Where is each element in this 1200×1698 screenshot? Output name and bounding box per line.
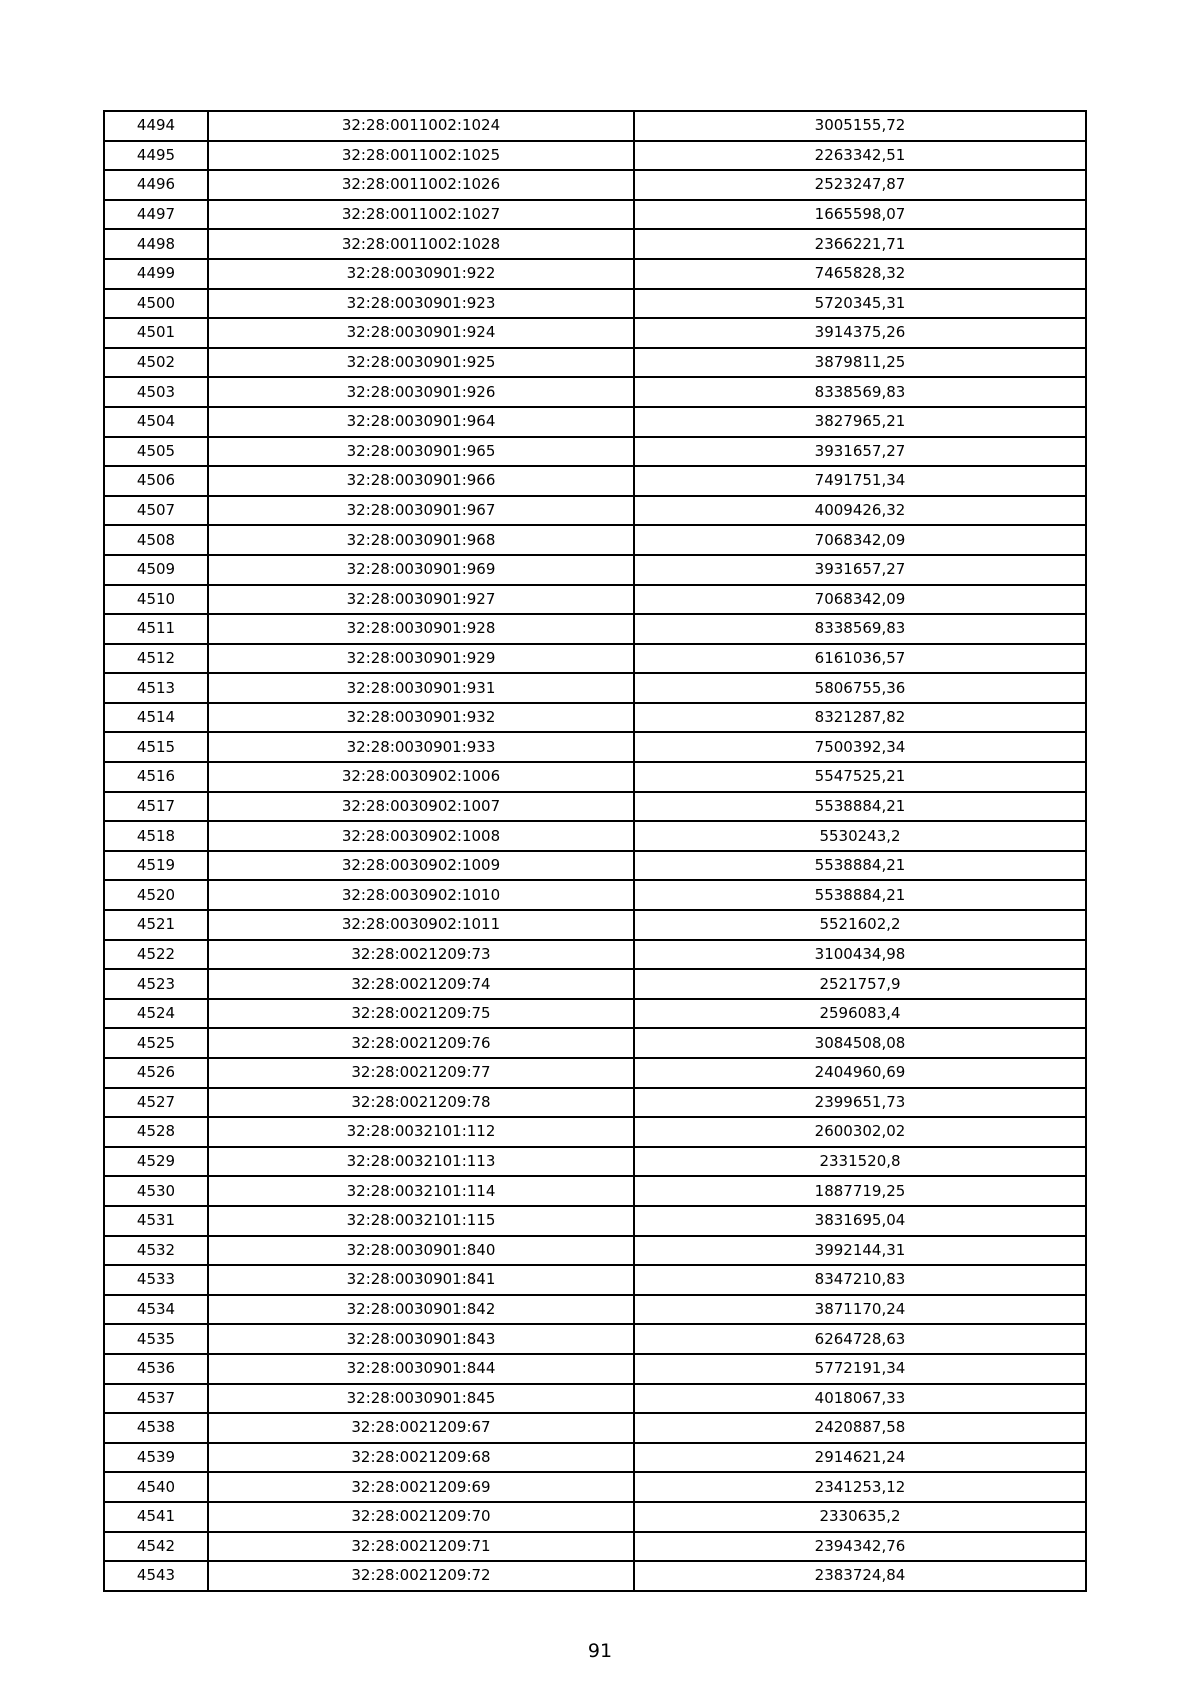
cadastral-number-cell: 32:28:0030902:1010 xyxy=(208,880,634,910)
table-row xyxy=(104,1088,1086,1118)
row-number-cell: 4529 xyxy=(104,1147,208,1177)
cadastral-number-cell: 32:28:0030901:931 xyxy=(208,673,634,703)
row-number-cell: 4513 xyxy=(104,673,208,703)
cadastral-number-cell: 32:28:0030902:1007 xyxy=(208,792,634,822)
value-cell: 3871170,24 xyxy=(634,1295,1086,1325)
row-number-cell: 4505 xyxy=(104,437,208,467)
cadastral-number-cell: 32:28:0021209:74 xyxy=(208,969,634,999)
table-row xyxy=(104,1384,1086,1414)
value-cell: 3084508,08 xyxy=(634,1028,1086,1058)
row-number-cell: 4516 xyxy=(104,762,208,792)
value-cell: 8338569,83 xyxy=(634,377,1086,407)
value-cell: 4009426,32 xyxy=(634,496,1086,526)
row-number-cell: 4503 xyxy=(104,377,208,407)
row-number-cell: 4495 xyxy=(104,141,208,171)
value-cell: 2600302,02 xyxy=(634,1117,1086,1147)
value-cell: 5521602,2 xyxy=(634,910,1086,940)
row-number-cell: 4533 xyxy=(104,1265,208,1295)
table-row xyxy=(104,703,1086,733)
cadastral-number-cell: 32:28:0030901:966 xyxy=(208,466,634,496)
row-number-cell: 4543 xyxy=(104,1561,208,1591)
row-number-cell: 4500 xyxy=(104,289,208,319)
table-row xyxy=(104,437,1086,467)
value-cell: 5530243,2 xyxy=(634,821,1086,851)
row-number-cell: 4497 xyxy=(104,200,208,230)
row-number-cell: 4506 xyxy=(104,466,208,496)
value-cell: 4018067,33 xyxy=(634,1384,1086,1414)
value-cell: 8321287,82 xyxy=(634,703,1086,733)
value-cell: 7491751,34 xyxy=(634,466,1086,496)
table-row xyxy=(104,1502,1086,1532)
table-row xyxy=(104,170,1086,200)
value-cell: 2399651,73 xyxy=(634,1088,1086,1118)
row-number-cell: 4534 xyxy=(104,1295,208,1325)
row-number-cell: 4518 xyxy=(104,821,208,851)
value-cell: 2330635,2 xyxy=(634,1502,1086,1532)
cadastral-number-cell: 32:28:0030901:843 xyxy=(208,1324,634,1354)
table-row xyxy=(104,614,1086,644)
row-number-cell: 4499 xyxy=(104,259,208,289)
value-cell: 6161036,57 xyxy=(634,644,1086,674)
table-row xyxy=(104,318,1086,348)
table-row xyxy=(104,1295,1086,1325)
table-row xyxy=(104,969,1086,999)
cadastral-number-cell: 32:28:0030901:928 xyxy=(208,614,634,644)
table-row xyxy=(104,496,1086,526)
table-row xyxy=(104,585,1086,615)
row-number-cell: 4537 xyxy=(104,1384,208,1414)
cadastral-number-cell: 32:28:0021209:68 xyxy=(208,1443,634,1473)
cadastral-number-cell: 32:28:0030901:964 xyxy=(208,407,634,437)
cadastral-number-cell: 32:28:0030901:922 xyxy=(208,259,634,289)
value-cell: 2341253,12 xyxy=(634,1472,1086,1502)
value-cell: 7500392,34 xyxy=(634,732,1086,762)
row-number-cell: 4536 xyxy=(104,1354,208,1384)
row-number-cell: 4530 xyxy=(104,1176,208,1206)
value-cell: 8338569,83 xyxy=(634,614,1086,644)
row-number-cell: 4521 xyxy=(104,910,208,940)
value-cell: 5538884,21 xyxy=(634,851,1086,881)
value-cell: 3005155,72 xyxy=(634,111,1086,141)
value-cell: 5720345,31 xyxy=(634,289,1086,319)
row-number-cell: 4538 xyxy=(104,1413,208,1443)
row-number-cell: 4520 xyxy=(104,880,208,910)
table-row xyxy=(104,910,1086,940)
row-number-cell: 4509 xyxy=(104,555,208,585)
table-row xyxy=(104,1028,1086,1058)
value-cell: 2404960,69 xyxy=(634,1058,1086,1088)
row-number-cell: 4539 xyxy=(104,1443,208,1473)
table-row xyxy=(104,644,1086,674)
row-number-cell: 4494 xyxy=(104,111,208,141)
cadastral-number-cell: 32:28:0030901:926 xyxy=(208,377,634,407)
cadastral-number-cell: 32:28:0021209:77 xyxy=(208,1058,634,1088)
row-number-cell: 4526 xyxy=(104,1058,208,1088)
cadastral-number-cell: 32:28:0032101:112 xyxy=(208,1117,634,1147)
table-row xyxy=(104,880,1086,910)
cadastral-number-cell: 32:28:0021209:73 xyxy=(208,940,634,970)
value-cell: 3100434,98 xyxy=(634,940,1086,970)
cadastral-number-cell: 32:28:0032101:114 xyxy=(208,1176,634,1206)
table-row xyxy=(104,999,1086,1029)
row-number-cell: 4524 xyxy=(104,999,208,1029)
table-row xyxy=(104,1472,1086,1502)
table-row xyxy=(104,1532,1086,1562)
table-row xyxy=(104,762,1086,792)
table-row xyxy=(104,1176,1086,1206)
table-row xyxy=(104,1324,1086,1354)
row-number-cell: 4501 xyxy=(104,318,208,348)
value-cell: 3992144,31 xyxy=(634,1236,1086,1266)
cadastral-number-cell: 32:28:0032101:115 xyxy=(208,1206,634,1236)
cadastral-number-cell: 32:28:0030901:929 xyxy=(208,644,634,674)
cadastral-number-cell: 32:28:0011002:1028 xyxy=(208,229,634,259)
table-row xyxy=(104,1117,1086,1147)
row-number-cell: 4510 xyxy=(104,585,208,615)
row-number-cell: 4512 xyxy=(104,644,208,674)
row-number-cell: 4540 xyxy=(104,1472,208,1502)
cadastral-number-cell: 32:28:0030901:967 xyxy=(208,496,634,526)
cadastral-number-cell: 32:28:0030901:844 xyxy=(208,1354,634,1384)
cadastral-number-cell: 32:28:0030902:1006 xyxy=(208,762,634,792)
row-number-cell: 4498 xyxy=(104,229,208,259)
value-cell: 5547525,21 xyxy=(634,762,1086,792)
cadastral-number-cell: 32:28:0011002:1026 xyxy=(208,170,634,200)
cadastral-number-cell: 32:28:0021209:72 xyxy=(208,1561,634,1591)
table-row xyxy=(104,1354,1086,1384)
row-number-cell: 4496 xyxy=(104,170,208,200)
value-cell: 2331520,8 xyxy=(634,1147,1086,1177)
value-cell: 5772191,34 xyxy=(634,1354,1086,1384)
row-number-cell: 4522 xyxy=(104,940,208,970)
table-row xyxy=(104,111,1086,141)
value-cell: 3931657,27 xyxy=(634,555,1086,585)
value-cell: 5806755,36 xyxy=(634,673,1086,703)
table-row xyxy=(104,525,1086,555)
cadastral-number-cell: 32:28:0030902:1011 xyxy=(208,910,634,940)
table-row xyxy=(104,1443,1086,1473)
table-row xyxy=(104,792,1086,822)
cadastral-number-cell: 32:28:0011002:1025 xyxy=(208,141,634,171)
cadastral-number-cell: 32:28:0030901:845 xyxy=(208,1384,634,1414)
cadastral-number-cell: 32:28:0030901:840 xyxy=(208,1236,634,1266)
cadastral-number-cell: 32:28:0030901:923 xyxy=(208,289,634,319)
value-cell: 2383724,84 xyxy=(634,1561,1086,1591)
cadastral-number-cell: 32:28:0030902:1009 xyxy=(208,851,634,881)
table-row xyxy=(104,555,1086,585)
table-row xyxy=(104,348,1086,378)
table-row xyxy=(104,377,1086,407)
table-row xyxy=(104,732,1086,762)
value-cell: 1887719,25 xyxy=(634,1176,1086,1206)
value-cell: 3914375,26 xyxy=(634,318,1086,348)
row-number-cell: 4514 xyxy=(104,703,208,733)
page-number: 91 xyxy=(587,1640,613,1662)
table-row xyxy=(104,1206,1086,1236)
value-cell: 6264728,63 xyxy=(634,1324,1086,1354)
value-cell: 5538884,21 xyxy=(634,880,1086,910)
cadastral-number-cell: 32:28:0021209:75 xyxy=(208,999,634,1029)
cadastral-number-cell: 32:28:0032101:113 xyxy=(208,1147,634,1177)
row-number-cell: 4541 xyxy=(104,1502,208,1532)
cadastral-number-cell: 32:28:0011002:1027 xyxy=(208,200,634,230)
cadastral-number-cell: 32:28:0030901:924 xyxy=(208,318,634,348)
row-number-cell: 4542 xyxy=(104,1532,208,1562)
table-row xyxy=(104,673,1086,703)
row-number-cell: 4523 xyxy=(104,969,208,999)
table-body xyxy=(104,111,1086,1591)
table-row xyxy=(104,1561,1086,1591)
cadastral-number-cell: 32:28:0030901:968 xyxy=(208,525,634,555)
data-table xyxy=(103,110,1087,1592)
value-cell: 2521757,9 xyxy=(634,969,1086,999)
row-number-cell: 4504 xyxy=(104,407,208,437)
cadastral-number-cell: 32:28:0021209:76 xyxy=(208,1028,634,1058)
table-row xyxy=(104,1413,1086,1443)
table-row xyxy=(104,1265,1086,1295)
table-row xyxy=(104,200,1086,230)
row-number-cell: 4515 xyxy=(104,732,208,762)
cadastral-number-cell: 32:28:0030901:842 xyxy=(208,1295,634,1325)
row-number-cell: 4532 xyxy=(104,1236,208,1266)
row-number-cell: 4531 xyxy=(104,1206,208,1236)
value-cell: 7068342,09 xyxy=(634,525,1086,555)
value-cell: 2523247,87 xyxy=(634,170,1086,200)
cadastral-number-cell: 32:28:0021209:78 xyxy=(208,1088,634,1118)
row-number-cell: 4507 xyxy=(104,496,208,526)
row-number-cell: 4535 xyxy=(104,1324,208,1354)
cadastral-number-cell: 32:28:0021209:71 xyxy=(208,1532,634,1562)
table-row xyxy=(104,1147,1086,1177)
cadastral-number-cell: 32:28:0030901:932 xyxy=(208,703,634,733)
table-row xyxy=(104,289,1086,319)
row-number-cell: 4519 xyxy=(104,851,208,881)
cadastral-number-cell: 32:28:0030901:933 xyxy=(208,732,634,762)
value-cell: 3879811,25 xyxy=(634,348,1086,378)
cadastral-number-cell: 32:28:0030901:965 xyxy=(208,437,634,467)
value-cell: 5538884,21 xyxy=(634,792,1086,822)
value-cell: 7068342,09 xyxy=(634,585,1086,615)
value-cell: 3931657,27 xyxy=(634,437,1086,467)
value-cell: 3827965,21 xyxy=(634,407,1086,437)
cadastral-number-cell: 32:28:0030901:841 xyxy=(208,1265,634,1295)
table-row xyxy=(104,821,1086,851)
cadastral-number-cell: 32:28:0030901:925 xyxy=(208,348,634,378)
value-cell: 8347210,83 xyxy=(634,1265,1086,1295)
cadastral-number-cell: 32:28:0030902:1008 xyxy=(208,821,634,851)
cadastral-number-cell: 32:28:0011002:1024 xyxy=(208,111,634,141)
cadastral-number-cell: 32:28:0021209:67 xyxy=(208,1413,634,1443)
cadastral-number-cell: 32:28:0030901:927 xyxy=(208,585,634,615)
row-number-cell: 4528 xyxy=(104,1117,208,1147)
table-row xyxy=(104,141,1086,171)
value-cell: 2366221,71 xyxy=(634,229,1086,259)
row-number-cell: 4502 xyxy=(104,348,208,378)
cadastral-number-cell: 32:28:0021209:69 xyxy=(208,1472,634,1502)
cadastral-number-cell: 32:28:0021209:70 xyxy=(208,1502,634,1532)
cadastral-number-cell: 32:28:0030901:969 xyxy=(208,555,634,585)
table-row xyxy=(104,1058,1086,1088)
row-number-cell: 4517 xyxy=(104,792,208,822)
row-number-cell: 4525 xyxy=(104,1028,208,1058)
table-row xyxy=(104,851,1086,881)
value-cell: 1665598,07 xyxy=(634,200,1086,230)
value-cell: 2596083,4 xyxy=(634,999,1086,1029)
table-row xyxy=(104,466,1086,496)
value-cell: 2394342,76 xyxy=(634,1532,1086,1562)
table-row xyxy=(104,940,1086,970)
table-row xyxy=(104,1236,1086,1266)
value-cell: 2420887,58 xyxy=(634,1413,1086,1443)
table-row xyxy=(104,407,1086,437)
table-row xyxy=(104,229,1086,259)
row-number-cell: 4511 xyxy=(104,614,208,644)
table-row xyxy=(104,259,1086,289)
value-cell: 7465828,32 xyxy=(634,259,1086,289)
row-number-cell: 4508 xyxy=(104,525,208,555)
value-cell: 2914621,24 xyxy=(634,1443,1086,1473)
value-cell: 3831695,04 xyxy=(634,1206,1086,1236)
value-cell: 2263342,51 xyxy=(634,141,1086,171)
row-number-cell: 4527 xyxy=(104,1088,208,1118)
